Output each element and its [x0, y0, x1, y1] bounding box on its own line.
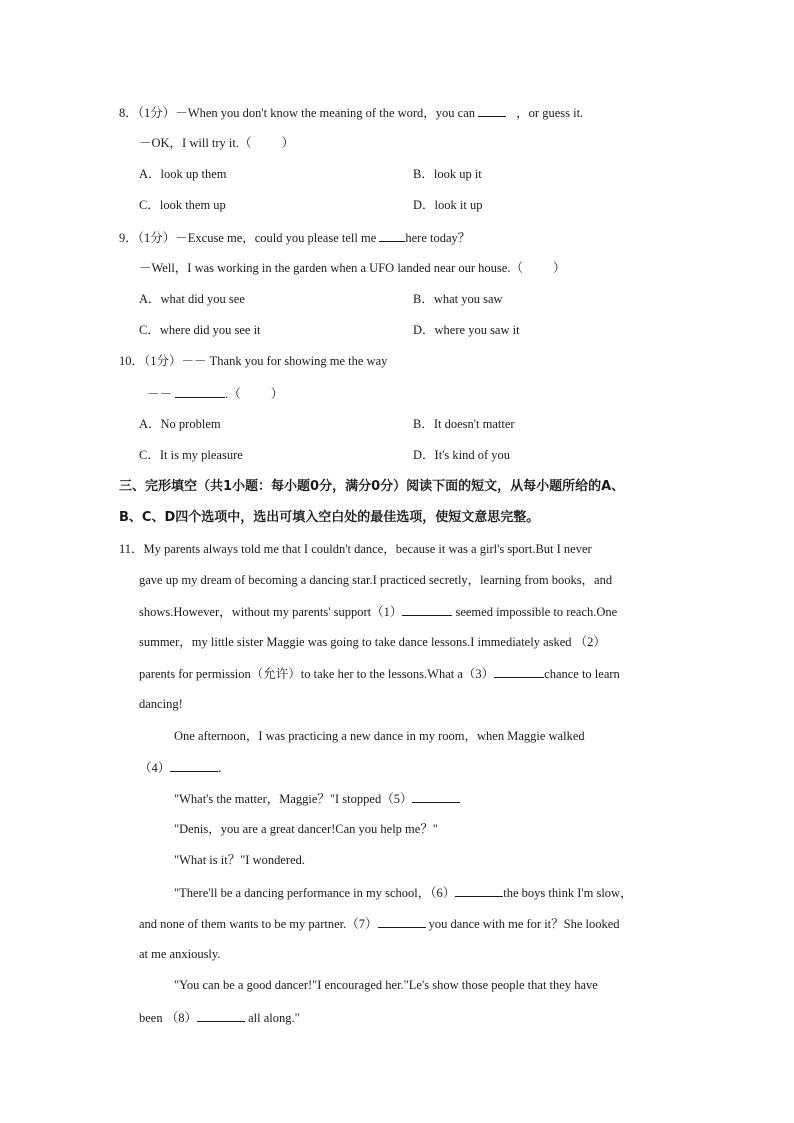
q10-option-c[interactable]: C．It is my pleasure [139, 448, 243, 462]
q10-option-a[interactable]: A．No problem [139, 417, 221, 431]
q8-option-a[interactable]: A．look up them [139, 167, 227, 181]
q10-blank[interactable] [175, 385, 225, 398]
q9-blank[interactable] [379, 229, 405, 242]
q9-option-a[interactable]: A．what did you see [139, 292, 245, 306]
q8-number: 8．（1分） [119, 106, 176, 120]
q11-line-15: "You can be a good dancer!"I encouraged her."Le's show those people that they have [174, 978, 598, 992]
q11-line-14: at me anxiously. [139, 947, 221, 961]
q9-reply: －Well，I was working in the garden when a UFO landed near our house.（ ） [139, 261, 566, 275]
q11-line-4: summer，my little sister Maggie was going to take dance lessons.I immediately asked （2） [139, 635, 606, 649]
q11-line-2: gave up my dream of becoming a dancing star.I practiced secretly，learning from books，and [139, 573, 613, 587]
section3-heading-line2: B、C、D四个选项中，选出可填入空白处的最佳选项，使短文意思完整。 [119, 510, 540, 525]
q8-option-b[interactable]: B．look up it [413, 167, 482, 181]
q11-blank-3[interactable] [494, 665, 544, 678]
q10-number: 10．（1分） [119, 354, 182, 368]
q11-line-13: and none of them wants to be my partner.（7） you dance with me for it？She looked [139, 917, 620, 931]
q11-line-7: One afternoon，I was practicing a new dance in my room，when Maggie walked [174, 729, 585, 743]
q11-line-3: shows.However，without my parents' support（1） seemed impossible to reach.One [139, 605, 618, 619]
q11-number: 11． [119, 542, 144, 556]
q9-option-b[interactable]: B．what you saw [413, 292, 503, 306]
q10-option-b[interactable]: B．It doesn't matter [413, 417, 515, 431]
q10-stem: 10．（1分）－－ Thank you for showing me the way [119, 354, 388, 368]
q8-reply: －OK，I will try it.（ ） [139, 136, 295, 150]
q8-stem-text-b: ，or guess it. [516, 106, 584, 120]
q9-option-d[interactable]: D．where you saw it [413, 323, 520, 337]
q11-blank-6[interactable] [455, 884, 503, 897]
q11-blank-7[interactable] [378, 915, 426, 928]
section3-heading-line1: 三、完形填空（共1小题：每小题0分，满分0分）阅读下面的短文，从每小题所给的A、 [119, 479, 625, 494]
q11-blank-5[interactable] [412, 790, 460, 803]
q10-reply: －－ .（ ） [147, 387, 284, 401]
q11-line-16: been （8） all along." [139, 1011, 300, 1025]
q8-option-c[interactable]: C．look them up [139, 198, 226, 212]
q11-line-11: "What is it？"I wondered. [174, 853, 306, 867]
q11-line-8: （4） . [139, 761, 222, 775]
q9-option-c[interactable]: C．where did you see it [139, 323, 261, 337]
q10-option-d[interactable]: D．It's kind of you [413, 448, 511, 462]
q11-line-10: "Denis，you are a great dancer!Can you help me？" [174, 822, 438, 836]
q11-line-5: parents for permission（允许）to take her to the lessons.What a（3） chance to learn [139, 667, 620, 681]
q11-blank-1[interactable] [402, 603, 452, 616]
q11-line-6: dancing! [139, 697, 183, 711]
q9-stem: 9．（1分）－Excuse me，could you please tell me here today？ [119, 231, 471, 245]
q8-blank[interactable] [478, 104, 506, 117]
q8-stem-text-a: －When you don't know the meaning of the word，you can [175, 106, 479, 120]
q8-option-d[interactable]: D．look it up [413, 198, 483, 212]
q11-blank-8[interactable] [197, 1009, 245, 1022]
q11-blank-4[interactable] [170, 759, 218, 772]
q11-line-9: "What's the matter，Maggie？"I stopped（5） [174, 790, 460, 807]
q11-line-1: 11．My parents always told me that I couldn't dance，because it was a girl's sport.But I never [119, 542, 592, 556]
q9-number: 9．（1分） [119, 231, 176, 245]
q11-line-12: "There'll be a dancing performance in my school，（6） the boys think I'm slow， [174, 886, 633, 900]
q8-stem [119, 104, 583, 121]
